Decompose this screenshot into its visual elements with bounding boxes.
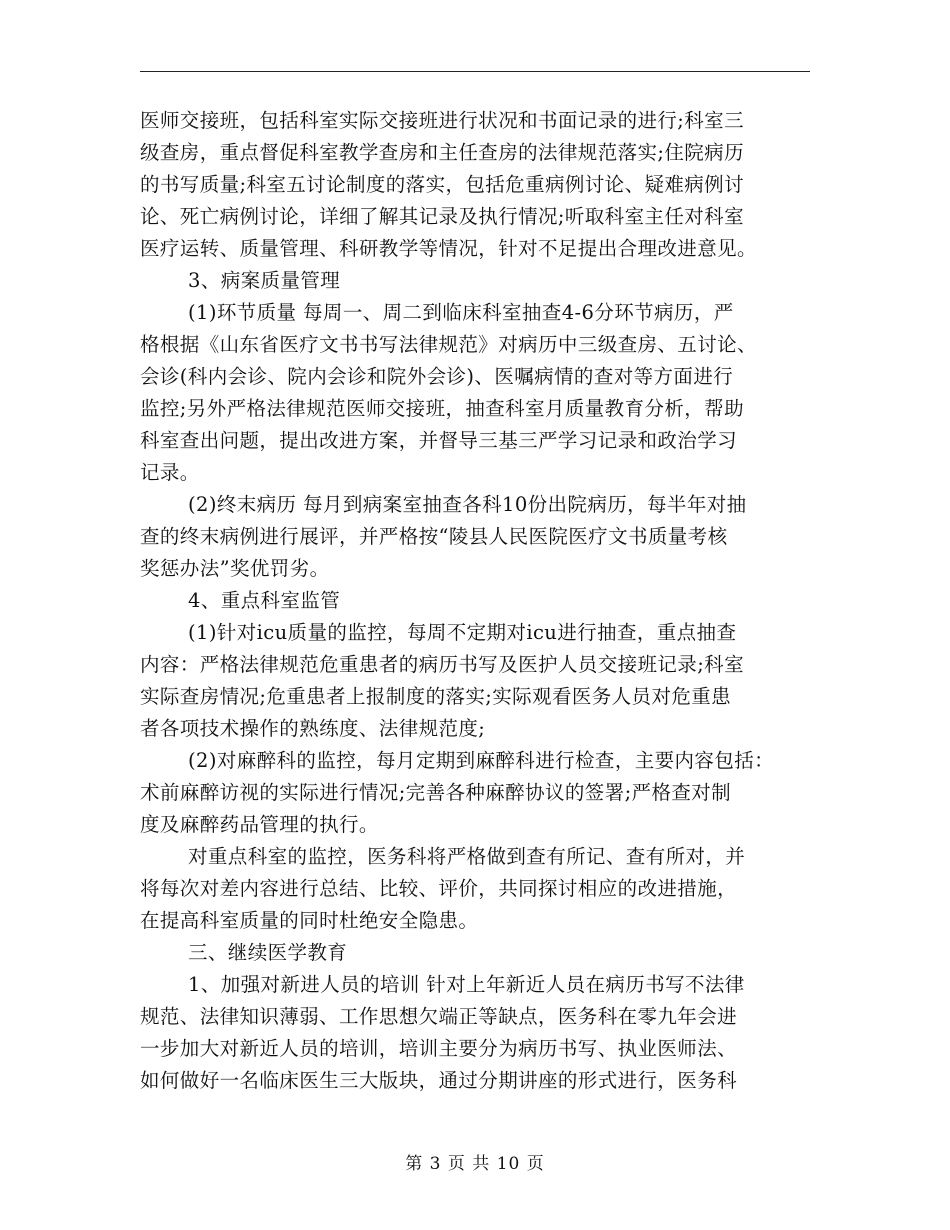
text-line: 者各项技术操作的熟练度、法律规范度; — [140, 717, 486, 740]
text-line: 度及麻醉药品管理的执行。 — [140, 813, 379, 836]
text-line: 级查房，重点督促科室教学查房和主任查房的法律规范落实;住院病历 — [140, 141, 744, 164]
text-line: 内容：严格法律规范危重患者的病历书写及医护人员交接班记录;科室 — [140, 653, 744, 676]
text-line: 规范、法律知识薄弱、工作思想欠端正等缺点，医务科在零九年会进 — [140, 1005, 738, 1028]
text-line: 4、重点科室监管 — [188, 589, 341, 612]
text-line: 在提高科室质量的同时杜绝安全隐患。 — [140, 909, 479, 932]
text-line: 三、继续医学教育 — [188, 941, 348, 964]
text-line: 格根据《山东省医疗文书书写法律规范》对病历中三级查房、五讨论、 — [140, 333, 757, 356]
text-line: 会诊(科内会诊、院内会诊和院外会诊)、医嘱病情的查对等方面进行 — [140, 365, 734, 388]
text-line: 一步加大对新近人员的培训，培训主要分为病历书写、执业医师法、 — [140, 1037, 738, 1060]
text-line: 1、加强对新进人员的培训 针对上年新近人员在病历书写不法律 — [188, 973, 745, 996]
text-line: 术前麻醉访视的实际进行情况;完善各种麻醉协议的签署;严格查对制 — [140, 781, 732, 804]
text-line: 医疗运转、质量管理、科研教学等情况，针对不足提出合理改进意见。 — [140, 237, 757, 260]
text-line: 监控;另外严格法律规范医师交接班，抽查科室月质量教育分析，帮助 — [140, 397, 744, 420]
text-line: 科室查出问题，提出改进方案，并督导三基三严学习记录和政治学习 — [140, 429, 738, 452]
text-line: 医师交接班，包括科室实际交接班进行状况和书面记录的进行;科室三 — [140, 109, 744, 132]
header-rule — [140, 71, 810, 72]
text-line: (2)终末病历 每月到病案室抽查各科10份出院病历，每半年对抽 — [188, 493, 747, 516]
text-line: 查的终末病例进行展评，并严格按“陵县人民医院医疗文书质量考核 — [140, 525, 728, 548]
document-body — [140, 105, 812, 1097]
text-line: (2)对麻醉科的监控，每月定期到麻醉科进行检查，主要内容包括： — [188, 749, 775, 772]
text-line: 将每次对差内容进行总结、比较、评价，共同探讨相应的改进措施， — [140, 877, 738, 900]
text-line: (1)针对icu质量的监控，每周不定期对icu进行抽查，重点抽查 — [188, 621, 737, 644]
text-line: 对重点科室的监控，医务科将严格做到查有所记、查有所对，并 — [188, 845, 746, 868]
text-line: (1)环节质量 每周一、周二到临床科室抽查4-6分环节病历，严 — [188, 301, 734, 324]
page-footer: 第 3 页 共 10 页 — [405, 1154, 545, 1174]
text-line: 奖惩办法”奖优罚劣。 — [140, 557, 330, 580]
text-line: 3、病案质量管理 — [188, 269, 341, 292]
text-line: 如何做好一名临床医生三大版块，通过分期讲座的形式进行，医务科 — [140, 1069, 738, 1092]
text-line: 记录。 — [140, 461, 200, 484]
text-line: 论、死亡病例讨论，详细了解其记录及执行情况;听取科室主任对科室 — [140, 205, 744, 228]
text-line: 的书写质量;科室五讨论制度的落实，包括危重病例讨论、疑难病例讨 — [140, 173, 744, 196]
text-line: 实际查房情况;危重患者上报制度的落实;实际观看医务人员对危重患 — [140, 685, 732, 708]
